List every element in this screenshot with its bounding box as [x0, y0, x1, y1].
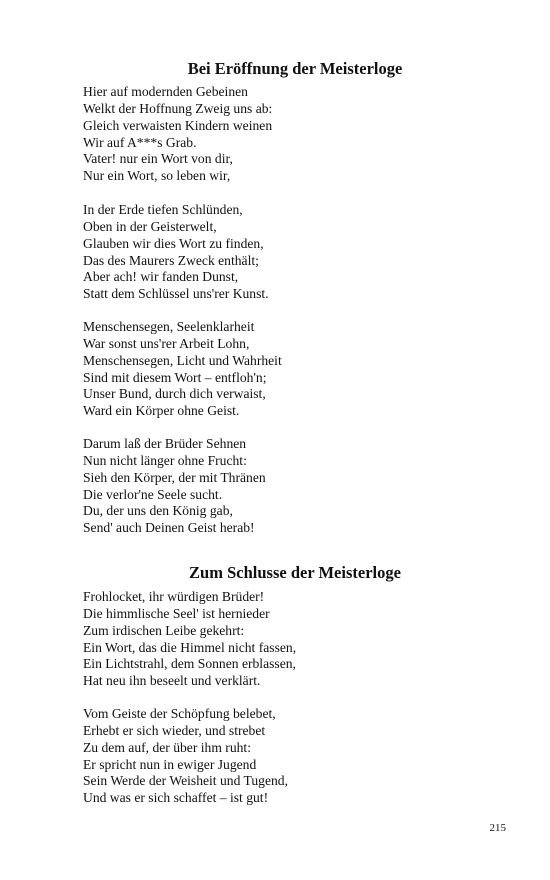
verse-line: Nur ein Wort, so leben wir, [83, 168, 231, 184]
verse-line: Das des Maurers Zweck enthält; [83, 252, 259, 268]
verse-line: Unser Bund, durch dich verwaist, [83, 386, 266, 402]
verse-line: Sind mit diesem Wort – entfloh'n; [83, 369, 267, 385]
verse-line: Darum laß der Brüder Sehnen [83, 436, 247, 451]
verse-line: Gleich verwaisten Kindern weinen [83, 117, 273, 133]
verse-line: Erhebt er sich wieder, und strebet [83, 722, 266, 738]
stanza [83, 319, 523, 420]
verse-line: Hier auf modernden Gebeinen [83, 84, 248, 99]
verse-line: Sieh den Körper, der mit Thränen [83, 469, 266, 485]
page-number: 215 [489, 822, 506, 834]
verse-line: Nun nicht länger ohne Frucht: [83, 452, 247, 468]
verse-line: Frohlocket, ihr würdigen Brüder! [83, 589, 265, 604]
poem-title: Zum Schlusse der Meisterloge [189, 563, 401, 582]
verse-line: Aber ach! wir fanden Dunst, [83, 269, 239, 285]
verse-line: Menschensegen, Seelenklarheit [83, 319, 255, 334]
verse-line: Er spricht nun in ewiger Jugend [83, 756, 257, 772]
verse-line: Send' auch Deinen Geist herab! [83, 520, 255, 536]
verse-line: Glauben wir dies Wort zu finden, [83, 235, 264, 251]
verse-line: War sonst uns'rer Arbeit Lohn, [83, 335, 250, 351]
verse-line: Und was er sich schaffet – ist gut! [83, 790, 269, 806]
stanza [83, 706, 523, 807]
verse-line: Wir auf A***s Grab. [83, 134, 197, 150]
verse-line: Die himmlische Seel' ist hernieder [83, 605, 270, 621]
verse-line: Ward ein Körper ohne Geist. [83, 403, 240, 419]
verse-line: Menschensegen, Licht und Wahrheit [83, 352, 282, 368]
verse-line: Zum irdischen Leibe gekehrt: [83, 622, 245, 638]
verse-line: Zu dem auf, der über ihm ruht: [83, 739, 251, 755]
verse-line: Die verlor'ne Seele sucht. [83, 486, 223, 502]
verse-line: Ein Wort, das die Himmel nicht fassen, [83, 639, 297, 655]
verse-line: Du, der uns den König gab, [83, 503, 233, 519]
verse-line: Hat neu ihn beseelt und verklärt. [83, 673, 261, 689]
verse-line: Welkt der Hoffnung Zweig uns ab: [83, 100, 273, 116]
stanza [83, 589, 523, 690]
verse-line: Ein Lichtstrahl, dem Sonnen erblassen, [83, 656, 296, 672]
verse-line: In der Erde tiefen Schlünden, [83, 202, 243, 217]
verse-line: Statt dem Schlüssel uns'rer Kunst. [83, 286, 269, 302]
verse-line: Oben in der Geisterwelt, [83, 218, 217, 234]
stanza [83, 436, 523, 537]
verse-line: Vom Geiste der Schöpfung belebet, [83, 706, 276, 721]
poem-title: Bei Eröffnung der Meisterloge [187, 59, 403, 78]
stanza [83, 202, 523, 303]
stanza [83, 84, 523, 185]
verse-line: Sein Werde der Weisheit und Tugend, [83, 773, 288, 789]
verse-line: Vater! nur ein Wort von dir, [83, 151, 233, 167]
